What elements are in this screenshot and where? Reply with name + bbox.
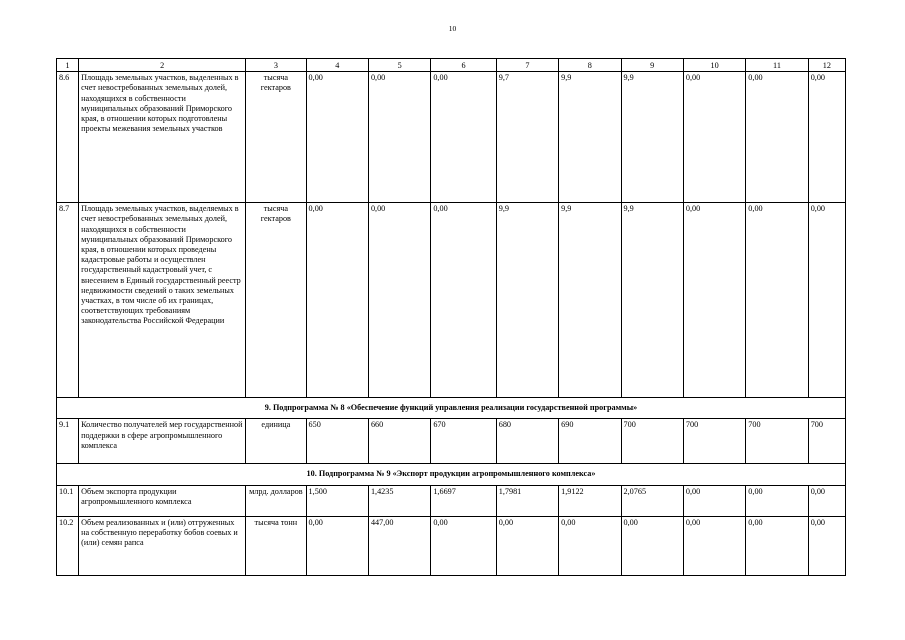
value-cell: 9,9 bbox=[559, 72, 621, 203]
value-cell: 9,9 bbox=[559, 203, 621, 398]
table-row bbox=[57, 72, 846, 203]
column-number: 4 bbox=[306, 59, 368, 72]
value-cell: 0,00 bbox=[368, 72, 430, 203]
section-header-row bbox=[57, 398, 846, 419]
indicator-name: Площадь земельных участков, выделенных в счет невостребованных земельных долей, находящихся в собственности муниципальных образований Приморского края, в отношении которых подготовлены проекты межевания земельных участков bbox=[79, 72, 246, 203]
page-number: 10 bbox=[448, 24, 457, 33]
section-title: 9. Подпрограмма № 8 «Обеспечение функций управления реализации государственной программы» bbox=[57, 398, 846, 419]
unit-of-measure: тысяча гектаров bbox=[246, 203, 306, 398]
unit-of-measure: тысяча гектаров bbox=[246, 72, 306, 203]
value-cell: 700 bbox=[621, 419, 683, 464]
value-cell: 650 bbox=[306, 419, 368, 464]
value-cell: 9,9 bbox=[496, 203, 558, 398]
unit-of-measure: единица bbox=[246, 419, 306, 464]
value-cell: 0,00 bbox=[306, 203, 368, 398]
value-cell: 0,00 bbox=[746, 203, 808, 398]
table-row bbox=[57, 485, 846, 516]
column-number: 11 bbox=[746, 59, 808, 72]
value-cell: 9,7 bbox=[496, 72, 558, 203]
column-number: 1 bbox=[57, 59, 79, 72]
table-row bbox=[57, 203, 846, 398]
value-cell: 0,00 bbox=[808, 72, 845, 203]
value-cell: 690 bbox=[559, 419, 621, 464]
value-cell: 447,00 bbox=[368, 516, 430, 575]
value-cell: 680 bbox=[496, 419, 558, 464]
row-number: 10.2 bbox=[57, 516, 79, 575]
value-cell: 1,500 bbox=[306, 485, 368, 516]
value-cell: 700 bbox=[808, 419, 845, 464]
column-number: 10 bbox=[683, 59, 745, 72]
indicator-name: Объем экспорта продукции агропромышленного комплекса bbox=[79, 485, 246, 516]
value-cell: 700 bbox=[683, 419, 745, 464]
value-cell: 0,00 bbox=[746, 72, 808, 203]
value-cell: 0,00 bbox=[683, 516, 745, 575]
value-cell: 0,00 bbox=[306, 72, 368, 203]
value-cell: 0,00 bbox=[746, 516, 808, 575]
table-row bbox=[57, 419, 846, 464]
value-cell: 0,00 bbox=[306, 516, 368, 575]
value-cell: 0,00 bbox=[496, 516, 558, 575]
indicator-name: Количество получателей мер государственной поддержки в сфере агропромышленного комплекса bbox=[79, 419, 246, 464]
value-cell: 0,00 bbox=[368, 203, 430, 398]
value-cell: 2,0765 bbox=[621, 485, 683, 516]
column-number: 7 bbox=[496, 59, 558, 72]
value-cell: 0,00 bbox=[431, 203, 496, 398]
value-cell: 1,9122 bbox=[559, 485, 621, 516]
column-number-row bbox=[57, 59, 846, 72]
value-cell: 0,00 bbox=[808, 203, 845, 398]
value-cell: 0,00 bbox=[683, 203, 745, 398]
row-number: 9.1 bbox=[57, 419, 79, 464]
table-row bbox=[57, 516, 846, 575]
value-cell: 0,00 bbox=[683, 485, 745, 516]
unit-of-measure: тысяча тонн bbox=[246, 516, 306, 575]
column-number: 2 bbox=[79, 59, 246, 72]
value-cell: 0,00 bbox=[746, 485, 808, 516]
indicators-table bbox=[56, 58, 846, 576]
row-number: 10.1 bbox=[57, 485, 79, 516]
value-cell: 660 bbox=[368, 419, 430, 464]
value-cell: 0,00 bbox=[683, 72, 745, 203]
value-cell: 0,00 bbox=[559, 516, 621, 575]
column-number: 6 bbox=[431, 59, 496, 72]
value-cell: 0,00 bbox=[431, 516, 496, 575]
unit-of-measure: млрд. долларов bbox=[246, 485, 306, 516]
column-number: 5 bbox=[368, 59, 430, 72]
indicator-name: Площадь земельных участков, выделяемых в счет невостребованных земельных долей, находящихся в собственности муниципальных образований Приморского края, в отношении которых проведены кадастровые работы и осуществлен государственный кадастровый учет, с внесением в Единый государственный реестр недвижимости сведений о таких земельных участках, в том числе об их границах, соответствующих требованиям законодательства Российской Федерации bbox=[79, 203, 246, 398]
value-cell: 0,00 bbox=[808, 485, 845, 516]
value-cell: 0,00 bbox=[621, 516, 683, 575]
value-cell: 1,6697 bbox=[431, 485, 496, 516]
value-cell: 1,4235 bbox=[368, 485, 430, 516]
value-cell: 1,7981 bbox=[496, 485, 558, 516]
column-number: 8 bbox=[559, 59, 621, 72]
column-number: 3 bbox=[246, 59, 306, 72]
value-cell: 0,00 bbox=[808, 516, 845, 575]
row-number: 8.7 bbox=[57, 203, 79, 398]
section-title: 10. Подпрограмма № 9 «Экспорт продукции агропромышленного комплекса» bbox=[57, 464, 846, 485]
value-cell: 700 bbox=[746, 419, 808, 464]
row-number: 8.6 bbox=[57, 72, 79, 203]
value-cell: 9,9 bbox=[621, 72, 683, 203]
column-number: 12 bbox=[808, 59, 845, 72]
section-header-row bbox=[57, 464, 846, 485]
value-cell: 670 bbox=[431, 419, 496, 464]
column-number: 9 bbox=[621, 59, 683, 72]
indicator-name: Объем реализованных и (или) отгруженных на собственную переработку бобов соевых и (или) семян рапса bbox=[79, 516, 246, 575]
value-cell: 9,9 bbox=[621, 203, 683, 398]
value-cell: 0,00 bbox=[431, 72, 496, 203]
